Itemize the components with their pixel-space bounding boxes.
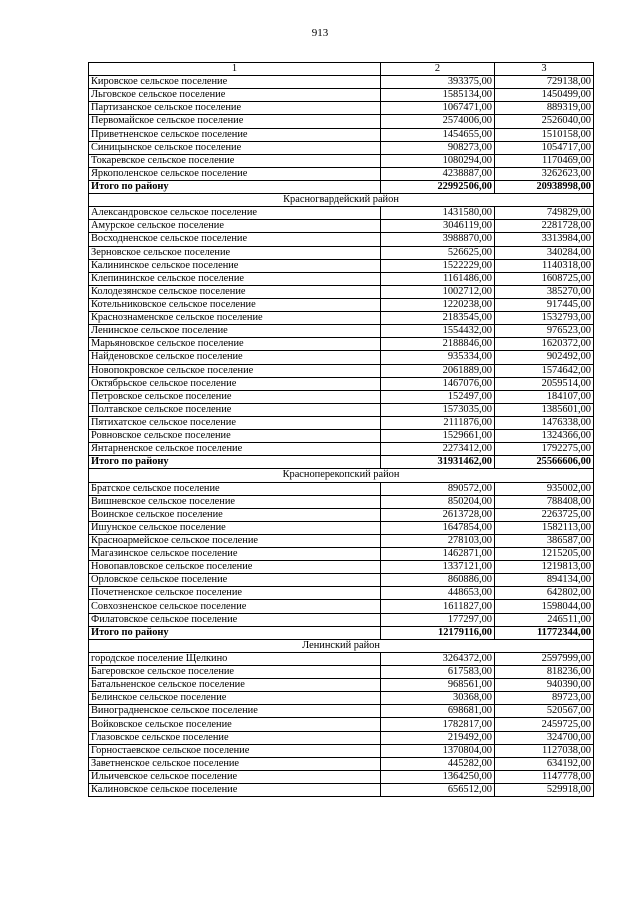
value-col-3: 1608725,00	[495, 272, 594, 285]
table-row	[89, 76, 594, 89]
settlement-name: Токаревское сельское поселение	[89, 154, 381, 167]
page-number: 913	[311, 27, 329, 39]
settlement-name: Братское сельское поселение	[89, 482, 381, 495]
settlement-name: Ишунское сельское поселение	[89, 521, 381, 534]
table-row	[89, 443, 594, 456]
value-col-3: 1324366,00	[495, 430, 594, 443]
value-col-3: 2459725,00	[495, 718, 594, 731]
budget-table	[88, 62, 594, 797]
value-col-3: 634192,00	[495, 757, 594, 770]
value-col-3: 3313984,00	[495, 233, 594, 246]
value-col-3: 324700,00	[495, 731, 594, 744]
value-col-2: 1585134,00	[381, 89, 495, 102]
value-col-3: 1582113,00	[495, 521, 594, 534]
value-col-2: 908273,00	[381, 141, 495, 154]
table-row	[89, 548, 594, 561]
header-col-1: 1	[89, 63, 381, 76]
settlement-name: Магазинское сельское поселение	[89, 548, 381, 561]
value-col-3: 935002,00	[495, 482, 594, 495]
settlement-name: Амурское сельское поселение	[89, 220, 381, 233]
district-total-row	[89, 180, 594, 193]
district-name: Ленинский район	[89, 639, 594, 652]
value-col-3: 386587,00	[495, 534, 594, 547]
value-col-2: 31931462,00	[381, 456, 495, 469]
district-name: Красногвардейский район	[89, 194, 594, 207]
table-row	[89, 325, 594, 338]
settlement-name: Кировское сельское поселение	[89, 76, 381, 89]
value-col-3: 1450499,00	[495, 89, 594, 102]
header-col-2: 2	[381, 63, 495, 76]
table-row	[89, 102, 594, 115]
settlement-name: Орловское сельское поселение	[89, 574, 381, 587]
value-col-2: 617583,00	[381, 666, 495, 679]
value-col-2: 1611827,00	[381, 600, 495, 613]
settlement-name: Войковское сельское поселение	[89, 718, 381, 731]
settlement-name: Янтарненское сельское поселение	[89, 443, 381, 456]
value-col-2: 1370804,00	[381, 744, 495, 757]
table-row	[89, 207, 594, 220]
table-row	[89, 718, 594, 731]
settlement-name: Новопавловское сельское поселение	[89, 561, 381, 574]
value-col-2: 12179116,00	[381, 626, 495, 639]
value-col-2: 1554432,00	[381, 325, 495, 338]
settlement-name: Котельниковское сельское поселение	[89, 298, 381, 311]
value-col-3: 1140318,00	[495, 259, 594, 272]
table-row	[89, 574, 594, 587]
district-total-row	[89, 456, 594, 469]
value-col-2: 3264372,00	[381, 652, 495, 665]
value-col-2: 860886,00	[381, 574, 495, 587]
value-col-2: 2183545,00	[381, 312, 495, 325]
value-col-3: 2059514,00	[495, 377, 594, 390]
district-name: Красноперекопский район	[89, 469, 594, 482]
table-row	[89, 298, 594, 311]
table-row	[89, 167, 594, 180]
settlement-name: Полтавское сельское поселение	[89, 403, 381, 416]
value-col-3: 529918,00	[495, 784, 594, 797]
value-col-3: 1598044,00	[495, 600, 594, 613]
table-row	[89, 403, 594, 416]
table-row	[89, 652, 594, 665]
value-col-2: 448653,00	[381, 587, 495, 600]
table-row	[89, 705, 594, 718]
value-col-3: 642802,00	[495, 587, 594, 600]
table-row	[89, 390, 594, 403]
value-col-2: 890572,00	[381, 482, 495, 495]
settlement-name: Краснознаменское сельское поселение	[89, 312, 381, 325]
value-col-2: 2273412,00	[381, 443, 495, 456]
value-col-3: 902492,00	[495, 351, 594, 364]
table-row	[89, 246, 594, 259]
value-col-2: 1529661,00	[381, 430, 495, 443]
value-col-3: 3262623,00	[495, 167, 594, 180]
table-row	[89, 272, 594, 285]
settlement-name: Яркополенское сельское поселение	[89, 167, 381, 180]
settlement-name: Зерновское сельское поселение	[89, 246, 381, 259]
value-col-3: 89723,00	[495, 692, 594, 705]
value-col-3: 788408,00	[495, 495, 594, 508]
header-row	[89, 63, 594, 76]
value-col-2: 219492,00	[381, 731, 495, 744]
value-col-3: 1476338,00	[495, 416, 594, 429]
table-row	[89, 220, 594, 233]
settlement-name: Пятихатское сельское поселение	[89, 416, 381, 429]
table-row	[89, 613, 594, 626]
value-col-3: 1127038,00	[495, 744, 594, 757]
value-col-3: 385270,00	[495, 285, 594, 298]
table-row	[89, 430, 594, 443]
settlement-name: городское поселение Щелкино	[89, 652, 381, 665]
value-col-3: 1574642,00	[495, 364, 594, 377]
value-col-3: 940390,00	[495, 679, 594, 692]
value-col-2: 1454655,00	[381, 128, 495, 141]
value-col-2: 2061889,00	[381, 364, 495, 377]
value-col-3: 894134,00	[495, 574, 594, 587]
table-body	[89, 63, 594, 797]
value-col-2: 393375,00	[381, 76, 495, 89]
value-col-3: 2597999,00	[495, 652, 594, 665]
settlement-name: Заветненское сельское поселение	[89, 757, 381, 770]
value-col-2: 526625,00	[381, 246, 495, 259]
value-col-2: 698681,00	[381, 705, 495, 718]
value-col-3: 1054717,00	[495, 141, 594, 154]
settlement-name: Ленинское сельское поселение	[89, 325, 381, 338]
table-row	[89, 416, 594, 429]
settlement-name: Первомайское сельское поселение	[89, 115, 381, 128]
value-col-2: 2188846,00	[381, 338, 495, 351]
value-col-2: 1647854,00	[381, 521, 495, 534]
value-col-2: 656512,00	[381, 784, 495, 797]
table-row	[89, 770, 594, 783]
value-col-2: 1467076,00	[381, 377, 495, 390]
value-col-2: 850204,00	[381, 495, 495, 508]
settlement-name: Итого по району	[89, 626, 381, 639]
table-row	[89, 600, 594, 613]
value-col-3: 520567,00	[495, 705, 594, 718]
district-header-row	[89, 469, 594, 482]
settlement-name: Колодезянское сельское поселение	[89, 285, 381, 298]
table-row	[89, 561, 594, 574]
settlement-name: Приветненское сельское поселение	[89, 128, 381, 141]
table-row	[89, 731, 594, 744]
header-col-3: 3	[495, 63, 594, 76]
value-col-2: 152497,00	[381, 390, 495, 403]
district-header-row	[89, 194, 594, 207]
value-col-3: 818236,00	[495, 666, 594, 679]
table-row	[89, 757, 594, 770]
value-col-3: 11772344,00	[495, 626, 594, 639]
district-total-row	[89, 626, 594, 639]
value-col-2: 3046119,00	[381, 220, 495, 233]
settlement-name: Итого по району	[89, 456, 381, 469]
settlement-name: Багеровское сельское поселение	[89, 666, 381, 679]
table-row	[89, 285, 594, 298]
value-col-3: 1620372,00	[495, 338, 594, 351]
value-col-3: 1219813,00	[495, 561, 594, 574]
value-col-2: 2613728,00	[381, 508, 495, 521]
value-col-3: 729138,00	[495, 76, 594, 89]
settlement-name: Льговское сельское поселение	[89, 89, 381, 102]
settlement-name: Октябрьское сельское поселение	[89, 377, 381, 390]
value-col-2: 1364250,00	[381, 770, 495, 783]
value-col-3: 1170469,00	[495, 154, 594, 167]
table-row	[89, 89, 594, 102]
value-col-3: 889319,00	[495, 102, 594, 115]
table-row	[89, 679, 594, 692]
table-row	[89, 534, 594, 547]
value-col-2: 935334,00	[381, 351, 495, 364]
settlement-name: Белинское сельское поселение	[89, 692, 381, 705]
table-row	[89, 115, 594, 128]
value-col-2: 1337121,00	[381, 561, 495, 574]
settlement-name: Батальненское сельское поселение	[89, 679, 381, 692]
value-col-2: 445282,00	[381, 757, 495, 770]
settlement-name: Глазовское сельское поселение	[89, 731, 381, 744]
table-row	[89, 351, 594, 364]
table-row	[89, 692, 594, 705]
settlement-name: Итого по району	[89, 180, 381, 193]
table-row	[89, 233, 594, 246]
value-col-2: 1573035,00	[381, 403, 495, 416]
table-row	[89, 364, 594, 377]
value-col-3: 1385601,00	[495, 403, 594, 416]
settlement-name: Новопокровское сельское поселение	[89, 364, 381, 377]
table-row	[89, 744, 594, 757]
value-col-2: 1431580,00	[381, 207, 495, 220]
settlement-name: Горностаевское сельское поселение	[89, 744, 381, 757]
table-row	[89, 784, 594, 797]
value-col-3: 1147778,00	[495, 770, 594, 783]
settlement-name: Найденовское сельское поселение	[89, 351, 381, 364]
table-row	[89, 338, 594, 351]
value-col-2: 2574006,00	[381, 115, 495, 128]
table-row	[89, 482, 594, 495]
value-col-3: 2281728,00	[495, 220, 594, 233]
settlement-name: Красноармейское сельское поселение	[89, 534, 381, 547]
table-row	[89, 259, 594, 272]
value-col-3: 20938998,00	[495, 180, 594, 193]
value-col-3: 246511,00	[495, 613, 594, 626]
value-col-3: 25566606,00	[495, 456, 594, 469]
value-col-2: 2111876,00	[381, 416, 495, 429]
settlement-name: Синицынское сельское поселение	[89, 141, 381, 154]
value-col-2: 1067471,00	[381, 102, 495, 115]
value-col-2: 1002712,00	[381, 285, 495, 298]
value-col-2: 22992506,00	[381, 180, 495, 193]
table-row	[89, 508, 594, 521]
value-col-2: 1080294,00	[381, 154, 495, 167]
settlement-name: Партизанское сельское поселение	[89, 102, 381, 115]
settlement-name: Клепининское сельское поселение	[89, 272, 381, 285]
value-col-3: 976523,00	[495, 325, 594, 338]
settlement-name: Ильичевское сельское поселение	[89, 770, 381, 783]
value-col-2: 4238887,00	[381, 167, 495, 180]
value-col-3: 1510158,00	[495, 128, 594, 141]
settlement-name: Почетненское сельское поселение	[89, 587, 381, 600]
settlement-name: Вишневское сельское поселение	[89, 495, 381, 508]
settlement-name: Марьяновское сельское поселение	[89, 338, 381, 351]
value-col-3: 1215205,00	[495, 548, 594, 561]
settlement-name: Александровское сельское поселение	[89, 207, 381, 220]
table-row	[89, 521, 594, 534]
table-row	[89, 587, 594, 600]
value-col-2: 30368,00	[381, 692, 495, 705]
value-col-3: 1792275,00	[495, 443, 594, 456]
value-col-3: 1532793,00	[495, 312, 594, 325]
table-row	[89, 141, 594, 154]
table-row	[89, 495, 594, 508]
value-col-2: 278103,00	[381, 534, 495, 547]
value-col-2: 3988870,00	[381, 233, 495, 246]
settlement-name: Воинское сельское поселение	[89, 508, 381, 521]
value-col-2: 1782817,00	[381, 718, 495, 731]
table-row	[89, 128, 594, 141]
table-row	[89, 666, 594, 679]
settlement-name: Ровновское сельское поселение	[89, 430, 381, 443]
table-row	[89, 154, 594, 167]
settlement-name: Восходненское сельское поселение	[89, 233, 381, 246]
value-col-3: 184107,00	[495, 390, 594, 403]
settlement-name: Калиновское сельское поселение	[89, 784, 381, 797]
settlement-name: Филатовское сельское поселение	[89, 613, 381, 626]
value-col-2: 1220238,00	[381, 298, 495, 311]
settlement-name: Калининское сельское поселение	[89, 259, 381, 272]
value-col-3: 2263725,00	[495, 508, 594, 521]
value-col-2: 1462871,00	[381, 548, 495, 561]
district-header-row	[89, 639, 594, 652]
settlement-name: Петровское сельское поселение	[89, 390, 381, 403]
value-col-3: 749829,00	[495, 207, 594, 220]
table-row	[89, 377, 594, 390]
value-col-2: 177297,00	[381, 613, 495, 626]
value-col-2: 1161486,00	[381, 272, 495, 285]
value-col-3: 2526040,00	[495, 115, 594, 128]
value-col-2: 968561,00	[381, 679, 495, 692]
settlement-name: Совхозненское сельское поселение	[89, 600, 381, 613]
value-col-3: 340284,00	[495, 246, 594, 259]
settlement-name: Виноградненское сельское поселение	[89, 705, 381, 718]
table-row	[89, 312, 594, 325]
value-col-2: 1522229,00	[381, 259, 495, 272]
value-col-3: 917445,00	[495, 298, 594, 311]
